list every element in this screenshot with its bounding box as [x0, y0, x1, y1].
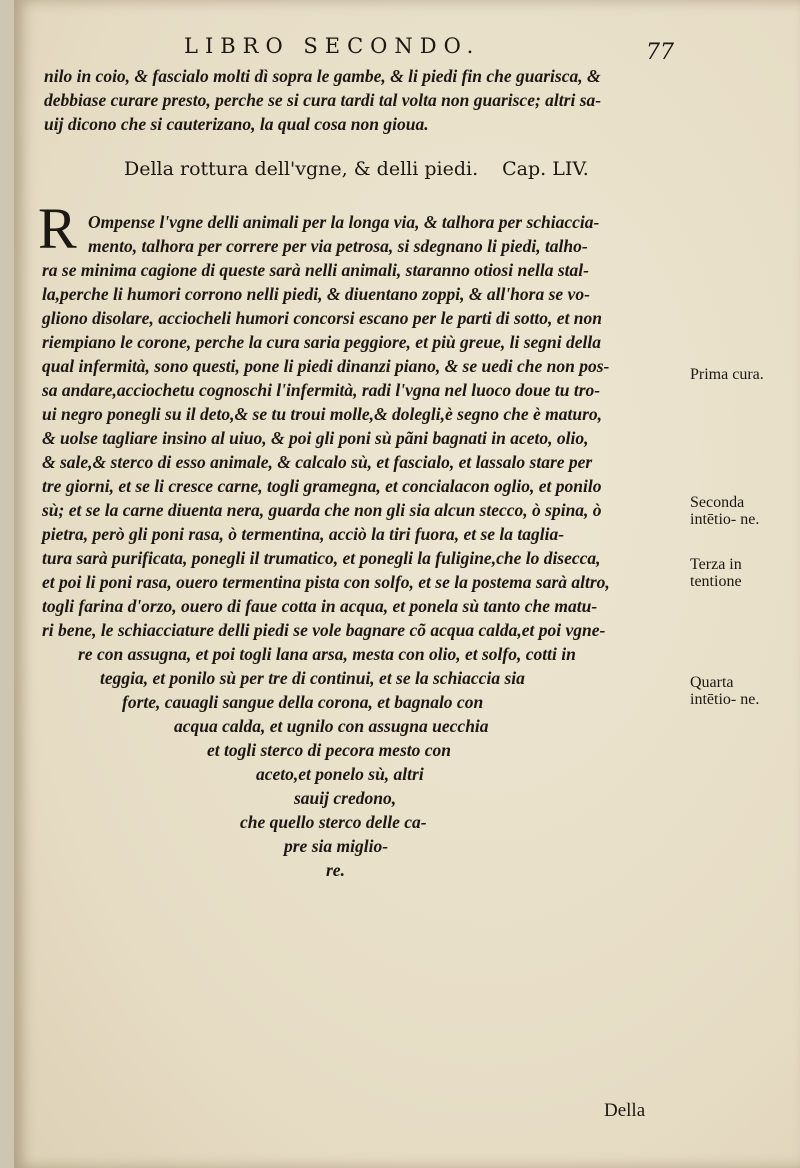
text-line: et togli sterco di pecora mesto con — [207, 740, 451, 760]
text-line: re. — [326, 860, 345, 880]
text-line: gliono disolare, acciocheli humori concorsi escano per le parti di sotto, et non — [42, 308, 603, 328]
chapter-heading — [124, 158, 589, 180]
margin-note: Quarta intētio- ne. — [690, 674, 760, 708]
text-line: debbiase curare presto, perche se si cura tardi tal volta non guarisce; altri sa- — [44, 90, 602, 110]
text-line: qual infermità, sono questi, pone li piedi dinanzi piano, & se uedi che non pos- — [42, 356, 610, 376]
margin-note: Prima cura. — [690, 366, 764, 383]
running-title: LIBRO SECONDO. — [184, 34, 481, 58]
text-line: teggia, et ponilo sù per tre di continui, et se la schiaccia sia — [100, 668, 525, 688]
text-line: sauij credono, — [294, 788, 397, 808]
text-line: pietra, però gli poni rasa, ò termentina, acciò la tiri fuora, et se la taglia- — [42, 524, 565, 544]
text-line: tura sarà purificata, ponegli il trumatico, et ponegli la fuligine,che lo disecca, — [42, 548, 601, 568]
text-line: re con assugna, et poi togli lana arsa, mesta con olio, et solfo, cotti in — [78, 644, 576, 664]
margin-note: Terza in tentione — [690, 556, 742, 590]
text-line: acqua calda, et ugnilo con assugna uecchia — [174, 716, 489, 736]
text-line: uij dicono che si cauterizano, la qual cosa non gioua. — [44, 114, 429, 134]
text-line: togli farina d'orzo, ouero di faue cotta in acqua, et ponela sù tanto che matu- — [42, 596, 598, 616]
page-number: 77 — [646, 40, 674, 65]
text-line: riempiano le corone, perche la cura saria peggiore, et più greue, li segni della — [42, 332, 602, 352]
chapter-number: Cap. LIV. — [502, 158, 589, 180]
text-line: mento, talhora per correre per via petrosa, si sdegnano li piedi, talho- — [88, 236, 588, 256]
text-line: che quello sterco delle ca- — [240, 812, 427, 832]
text-line: aceto,et ponelo sù, altri — [256, 764, 424, 784]
text-line: sù; et se la carne diuenta nera, guarda che non gli sia alcun stecco, ò spina, ò — [42, 500, 602, 520]
text-line: & sale,& sterco di esso animale, & calcalo sù, et fascialo, et lassalo stare per — [42, 452, 593, 472]
drop-capital: R — [38, 196, 77, 261]
catchword: Della — [604, 1100, 646, 1121]
text-line: la,perche li humori corrono nelli piedi, & diuentano zoppi, & all'hora se vo- — [42, 284, 590, 304]
text-line: forte, cauagli sangue della corona, et bagnalo con — [122, 692, 484, 712]
book-page — [14, 0, 800, 1168]
text-line: nilo in coio, & fascialo molti dì sopra le gambe, & li piedi fin che guarisca, & — [44, 66, 601, 86]
text-line: tre giorni, et se li cresce carne, togli gramegna, et concialacon oglio, et ponilo — [42, 476, 602, 496]
text-line: pre sia miglio- — [284, 836, 389, 856]
text-line: ri bene, le schiacciature delli piedi se vole bagnare cõ acqua calda,et poi vgne- — [42, 620, 606, 640]
chapter-title: Della rottura dell'vgne, & delli piedi. — [124, 158, 479, 180]
text-line: Ompense l'vgne delli animali per la longa via, & talhora per schiaccia- — [88, 212, 600, 232]
margin-note: Seconda intētio- ne. — [690, 494, 760, 528]
text-line: ra se minima cagione di queste sarà nelli animali, staranno otiosi nella stal- — [42, 260, 589, 280]
text-line: & uolse tagliare insino al uiuo, & poi gli poni sù pãni bagnati in aceto, olio, — [42, 428, 589, 448]
text-line: et poi li poni rasa, ouero termentina pista con solfo, et se la postema sarà altro, — [42, 572, 610, 592]
text-line: sa andare,acciochetu cognoschi l'infermità, radi l'vgna nel luoco doue tu tro- — [42, 380, 601, 400]
text-line: ui negro ponegli su il deto,& se tu troui molle,& dolegli,è segno che è maturo, — [42, 404, 603, 424]
